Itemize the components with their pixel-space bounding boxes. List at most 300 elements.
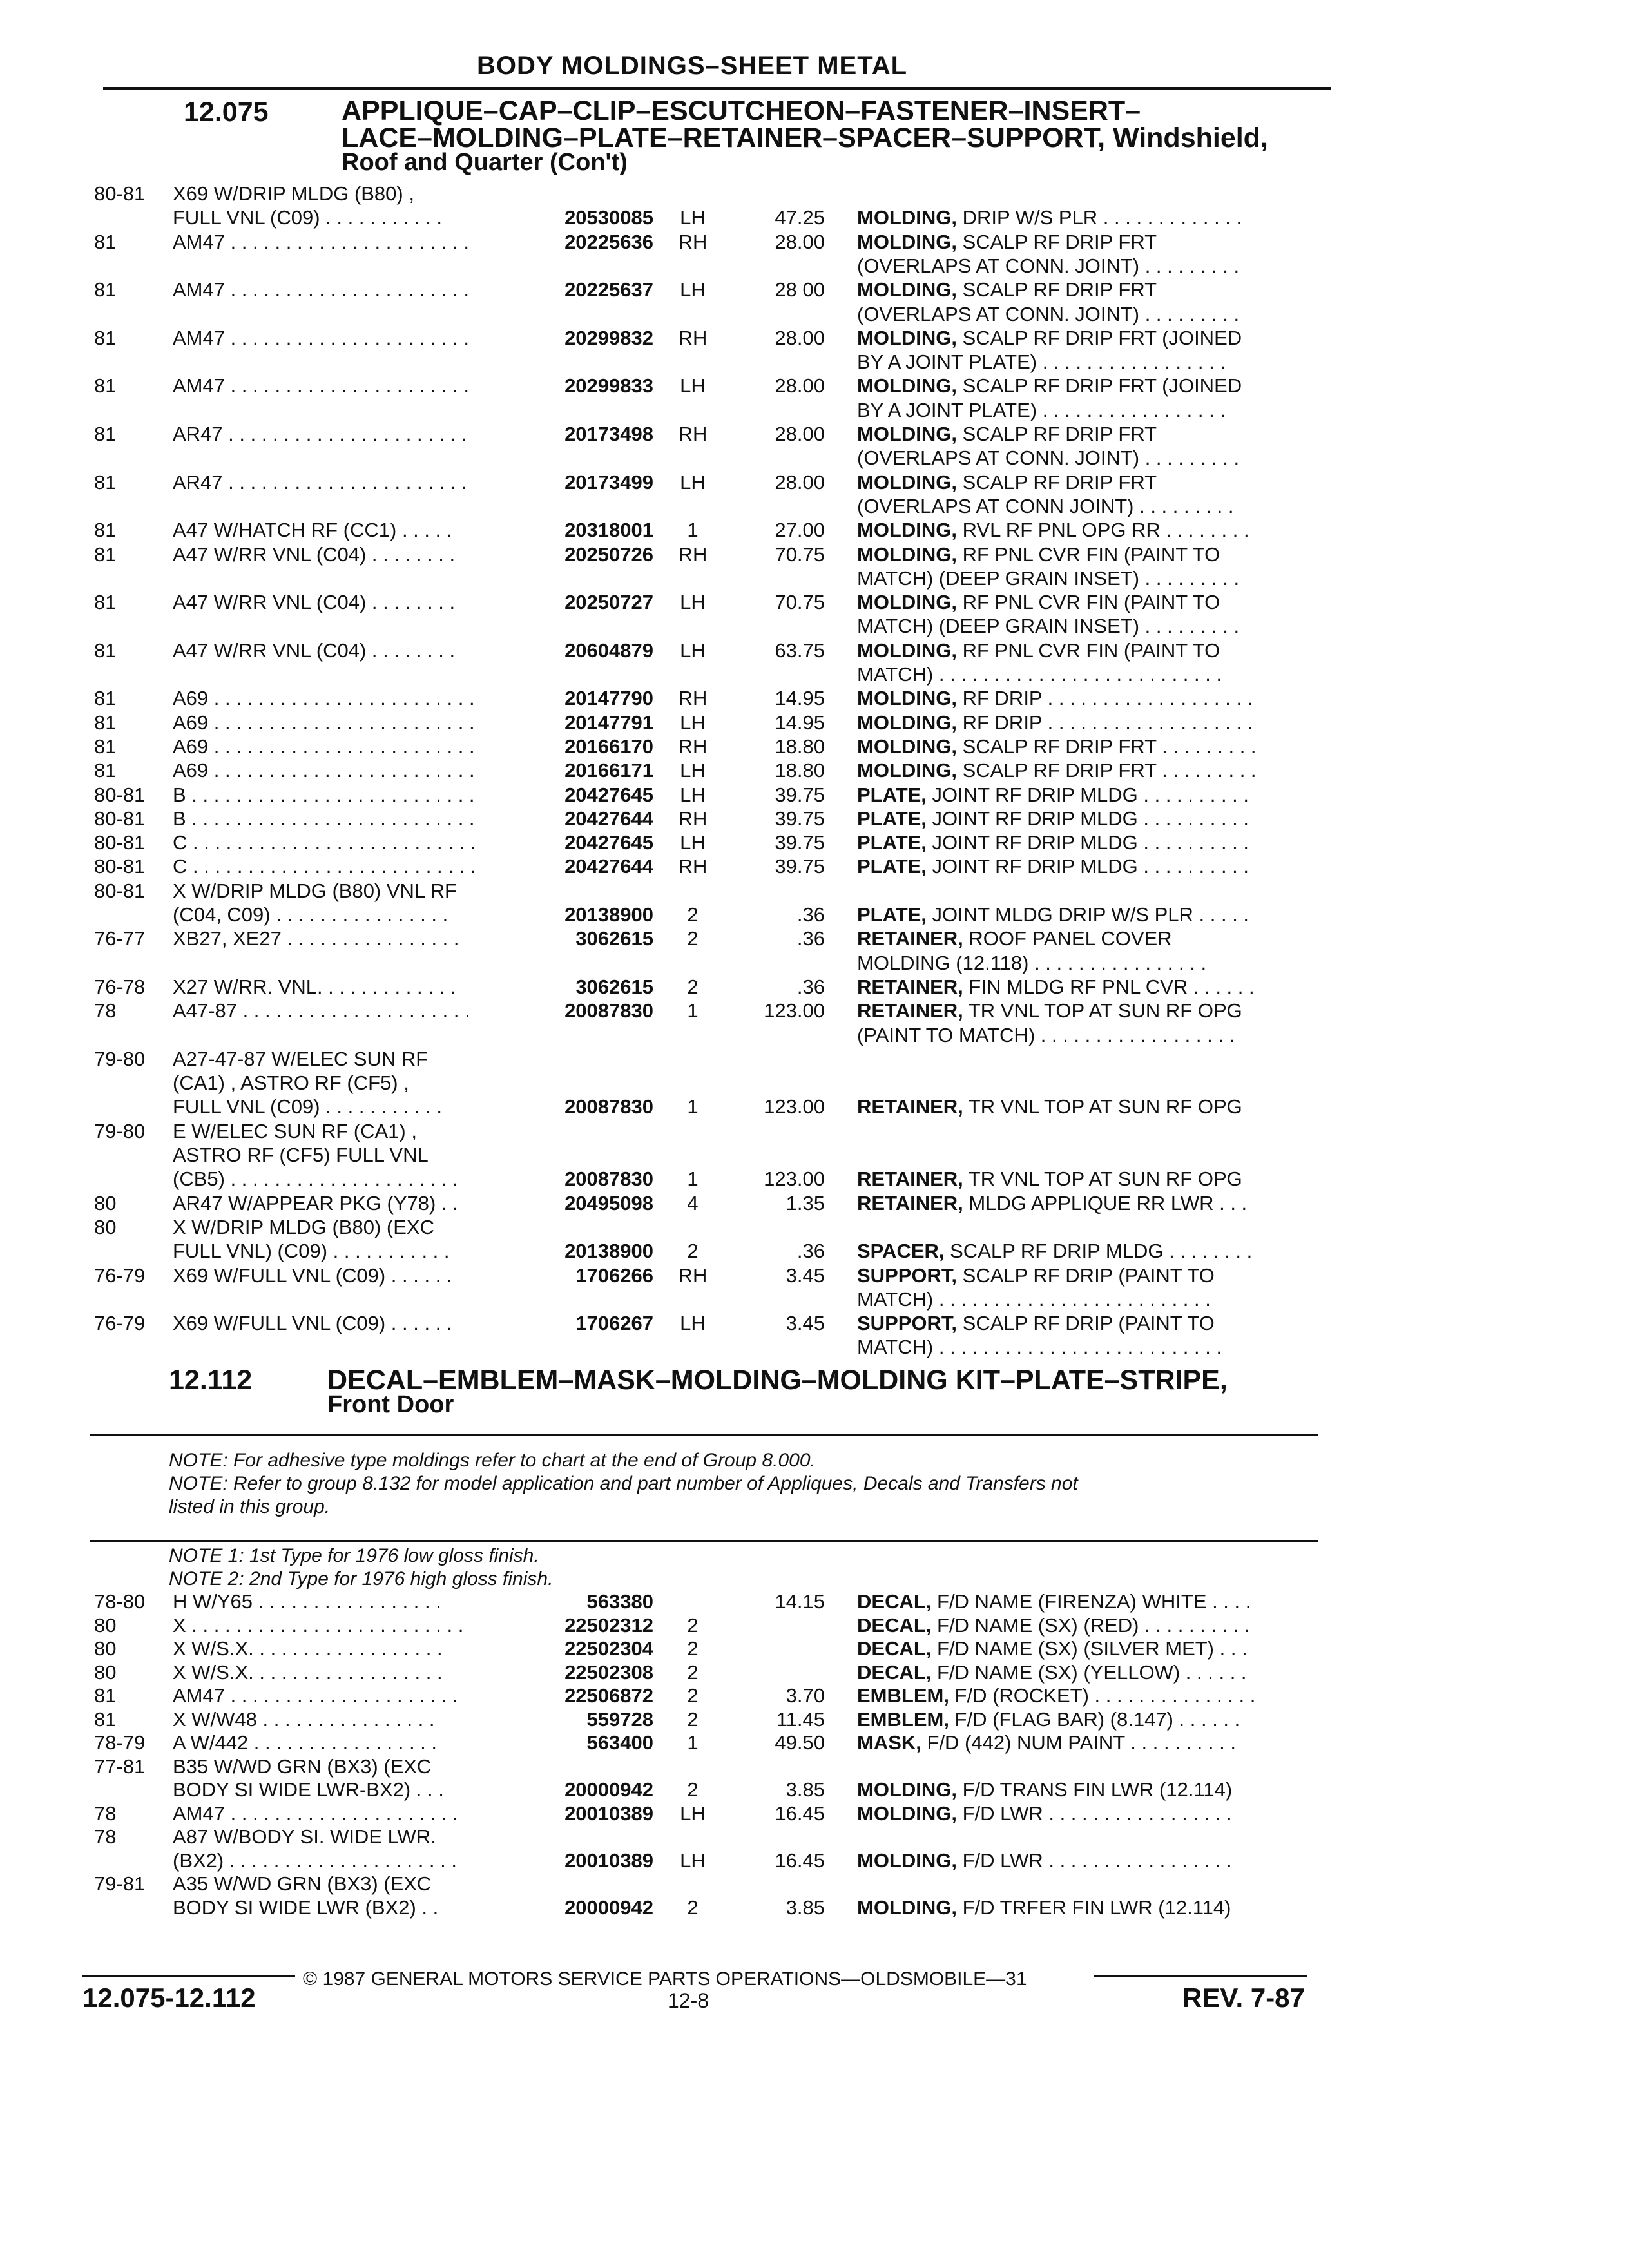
description-cell [857, 1590, 1251, 1613]
qty-cell: 2 [687, 903, 699, 926]
description-cell [857, 303, 1239, 326]
qty-cell: LH [680, 206, 706, 229]
description-text: MATCH) (DEEP GRAIN INSET) . . . . . . . . . [857, 615, 1240, 638]
description-cell [857, 687, 1253, 710]
description-text: F/D NAME (SX) (YELLOW) . . . . . . [931, 1660, 1247, 1684]
description-text: F/D TRFER FIN LWR (12.114) [957, 1896, 1231, 1919]
table-row [0, 1072, 1629, 1097]
description-cell [857, 399, 1226, 422]
description-cell [857, 615, 1239, 638]
part-name: MOLDING, [857, 206, 957, 229]
price-cell: 3.85 [786, 1778, 825, 1801]
description-text: RF PNL CVR FIN (PAINT TO [957, 591, 1220, 614]
description-text: F/D (ROCKET) . . . . . . . . . . . . . . . [949, 1684, 1256, 1707]
description-cell [857, 1661, 1247, 1684]
part-number-cell: 1706266 [575, 1264, 653, 1287]
part-number-cell: 20166170 [564, 735, 653, 758]
description-cell [857, 495, 1234, 518]
part-number-cell: 20250727 [564, 591, 653, 614]
year-cell: 79-81 [94, 1872, 146, 1895]
description-text: MOLDING (12.118) . . . . . . . . . . . . . . . . [857, 951, 1207, 974]
price-cell: .36 [796, 903, 825, 926]
model-cell: X69 W/DRIP MLDG (B80) , [173, 182, 414, 205]
table-row [0, 783, 1629, 809]
qty-cell: 2 [687, 1707, 699, 1731]
qty-cell: 2 [687, 1240, 699, 1263]
description-text: (OVERLAPS AT CONN. JOINT) . . . . . . . . . [857, 302, 1240, 325]
part-number-cell: 20318001 [564, 519, 653, 542]
part-name: RETAINER, [857, 975, 963, 998]
table-row [0, 1336, 1629, 1361]
table-row [0, 1288, 1629, 1314]
model-cell: AM47 . . . . . . . . . . . . . . . . . . . . . . [173, 230, 469, 253]
qty-cell: 4 [687, 1191, 699, 1215]
price-cell: 16.45 [775, 1849, 825, 1872]
qty-cell: RH [678, 543, 708, 566]
year-cell: 80-81 [94, 807, 146, 830]
description-cell [857, 1896, 1231, 1919]
part-number-cell: 559728 [586, 1707, 653, 1731]
description-cell [857, 591, 1220, 614]
part-name: MOLDING, [857, 711, 957, 734]
description-cell [857, 278, 1157, 302]
part-name: DECAL, [857, 1637, 932, 1660]
description-cell [857, 807, 1249, 831]
price-cell: 123.00 [764, 1095, 825, 1119]
qty-cell: 2 [687, 1637, 699, 1660]
qty-cell: LH [680, 759, 706, 782]
price-cell: 28 00 [775, 278, 825, 302]
year-cell: 81 [94, 759, 117, 782]
price-cell: 70.75 [775, 543, 825, 566]
part-name: MOLDING, [857, 1849, 957, 1872]
description-cell [857, 1168, 1242, 1191]
model-cell: AM47 . . . . . . . . . . . . . . . . . . . . . . [173, 374, 469, 398]
year-cell: 76-79 [94, 1264, 146, 1287]
footer-rule-left [82, 1975, 295, 1977]
year-cell: 78-79 [94, 1731, 146, 1754]
part-name: PLATE, [857, 855, 927, 878]
model-cell: X69 W/FULL VNL (C09) . . . . . . [173, 1312, 452, 1335]
year-cell: 80 [94, 1191, 117, 1215]
description-text: SCALP RF DRIP FRT [957, 230, 1157, 253]
description-text: RF PNL CVR FIN (PAINT TO [957, 639, 1220, 662]
table-row [0, 855, 1629, 881]
note-line: NOTE: For adhesive type moldings refer to chart at the end of Group 8.000. [169, 1450, 816, 1471]
description-text: JOINT RF DRIP MLDG . . . . . . . . . . [926, 831, 1249, 854]
model-cell: FULL VNL (C09) . . . . . . . . . . . [173, 1095, 443, 1119]
part-name: MOLDING, [857, 423, 957, 445]
price-cell: 14.95 [775, 687, 825, 710]
part-number-cell: 20225637 [564, 278, 653, 302]
note-line: NOTE: Refer to group 8.132 for model application and part number of Appliques, Decals and Transfers not [169, 1473, 1078, 1494]
description-text: SCALP RF DRIP FRT . . . . . . . . . [957, 759, 1257, 782]
description-text: JOINT RF DRIP MLDG . . . . . . . . . . [926, 855, 1249, 878]
model-cell: AM47 . . . . . . . . . . . . . . . . . . . . . [173, 1684, 458, 1707]
qty-cell: RH [678, 423, 708, 445]
table-row [0, 1614, 1629, 1640]
part-name: SUPPORT, [857, 1312, 958, 1335]
year-cell: 79-80 [94, 1047, 146, 1070]
part-name: MOLDING, [857, 639, 957, 662]
table-row [0, 327, 1629, 352]
qty-cell: 2 [687, 927, 699, 950]
part-number-cell: 20010389 [564, 1849, 653, 1872]
year-cell: 81 [94, 687, 117, 710]
price-cell: 28.00 [775, 470, 825, 494]
model-cell: AM47 . . . . . . . . . . . . . . . . . . . . . [173, 1802, 458, 1825]
qty-cell: 1 [687, 1095, 699, 1119]
description-text: MATCH) . . . . . . . . . . . . . . . . . . . . . . . . . . [857, 663, 1222, 686]
section-title-line-3: Roof and Quarter (Con't) [342, 149, 628, 176]
table-row [0, 567, 1629, 593]
part-number-cell: 20604879 [564, 639, 653, 662]
table-row [0, 615, 1629, 640]
qty-cell: 2 [687, 1896, 699, 1919]
part-name: MOLDING, [857, 759, 957, 782]
part-name: MOLDING, [857, 1778, 957, 1801]
description-text: SCALP RF DRIP (PAINT TO [957, 1312, 1215, 1335]
description-text: DRIP W/S PLR . . . . . . . . . . . . . [957, 206, 1242, 229]
part-number-cell: 563400 [586, 1731, 653, 1754]
description-cell [857, 1240, 1252, 1263]
model-cell: X27 W/RR. VNL. . . . . . . . . . . . . [173, 975, 456, 998]
year-cell: 80 [94, 1613, 117, 1637]
description-text: TR VNL TOP AT SUN RF OPG [963, 1168, 1242, 1191]
notes-rule [90, 1540, 1318, 1542]
part-name: RETAINER, [857, 927, 963, 950]
description-cell [857, 519, 1249, 542]
table-row [0, 879, 1629, 905]
description-cell [857, 1614, 1250, 1637]
part-name: SPACER, [857, 1240, 945, 1263]
qty-cell: 2 [687, 1684, 699, 1707]
page-header: BODY MOLDINGS–SHEET METAL [477, 52, 908, 80]
note-line: NOTE 1: 1st Type for 1976 low gloss finish. [169, 1545, 539, 1566]
part-name: RETAINER, [857, 1191, 963, 1215]
year-cell: 81 [94, 374, 117, 398]
model-cell: A W/442 . . . . . . . . . . . . . . . . . [173, 1731, 438, 1754]
description-text: RF DRIP . . . . . . . . . . . . . . . . . . . [957, 687, 1253, 710]
table-row [0, 1240, 1629, 1265]
description-cell [857, 1708, 1240, 1731]
part-number-cell: 20530085 [564, 206, 653, 229]
table-row [0, 399, 1629, 425]
part-number-cell: 20250726 [564, 543, 653, 566]
table-row [0, 231, 1629, 256]
part-name: MOLDING, [857, 374, 957, 398]
table-row [0, 999, 1629, 1025]
price-cell: 63.75 [775, 639, 825, 662]
part-number-cell: 20427645 [564, 831, 653, 854]
model-cell: X W/W48 . . . . . . . . . . . . . . . . [173, 1707, 435, 1731]
description-text: SCALP RF DRIP FRT [957, 470, 1157, 494]
description-text: SCALP RF DRIP FRT [957, 278, 1157, 302]
qty-cell: LH [680, 470, 706, 494]
description-text: SCALP RF DRIP FRT (JOINED [957, 326, 1242, 349]
description-text: JOINT RF DRIP MLDG . . . . . . . . . . [926, 807, 1249, 830]
model-cell: BODY SI WIDE LWR (BX2) . . [173, 1896, 439, 1919]
model-cell: A69 . . . . . . . . . . . . . . . . . . . . . . . . [173, 711, 475, 734]
model-cell: A47 W/RR VNL (C04) . . . . . . . . [173, 543, 456, 566]
model-cell: (C04, C09) . . . . . . . . . . . . . . . . [173, 903, 448, 926]
qty-cell: LH [680, 591, 706, 614]
description-cell [857, 1312, 1215, 1335]
model-cell: X W/S.X. . . . . . . . . . . . . . . . . . [173, 1637, 443, 1660]
year-cell: 81 [94, 423, 117, 445]
part-name: RETAINER, [857, 1168, 963, 1191]
price-cell: 39.75 [775, 783, 825, 806]
table-row [0, 1144, 1629, 1169]
description-cell [857, 952, 1206, 975]
part-number-cell: 22502308 [564, 1660, 653, 1684]
table-row [0, 975, 1629, 1001]
part-number-cell: 20299833 [564, 374, 653, 398]
description-cell [857, 1849, 1232, 1872]
model-cell: AM47 . . . . . . . . . . . . . . . . . . . . . . [173, 326, 469, 349]
year-cell: 78-80 [94, 1590, 146, 1613]
year-cell: 81 [94, 735, 117, 758]
model-cell: X W/S.X. . . . . . . . . . . . . . . . . . [173, 1660, 443, 1684]
qty-cell: RH [678, 326, 708, 349]
part-name: EMBLEM, [857, 1707, 949, 1731]
price-cell: 28.00 [775, 374, 825, 398]
model-cell: AR47 . . . . . . . . . . . . . . . . . . . . . . [173, 470, 467, 494]
qty-cell: RH [678, 687, 708, 710]
table-row [0, 1708, 1629, 1734]
year-cell: 80-81 [94, 855, 146, 878]
part-number-cell: 20138900 [564, 1240, 653, 1263]
table-row [0, 182, 1629, 208]
table-row [0, 1849, 1629, 1875]
qty-cell: LH [680, 831, 706, 854]
table-row [0, 952, 1629, 977]
part-name: MOLDING, [857, 543, 957, 566]
description-text: ROOF PANEL COVER [963, 927, 1172, 950]
year-cell: 76-78 [94, 975, 146, 998]
table-row [0, 735, 1629, 761]
description-text: SCALP RF DRIP MLDG . . . . . . . . [944, 1240, 1253, 1263]
table-row [0, 1755, 1629, 1781]
price-cell: 3.45 [786, 1264, 825, 1287]
table-row [0, 831, 1629, 857]
description-cell [857, 831, 1249, 854]
section-title-line-1: DECAL–EMBLEM–MASK–MOLDING–MOLDING KIT–PLATE–STRIPE, [327, 1365, 1228, 1396]
description-text: F/D NAME (FIRENZA) WHITE . . . . [931, 1590, 1251, 1613]
model-cell: A47 W/RR VNL (C04) . . . . . . . . [173, 639, 456, 662]
table-row [0, 447, 1629, 472]
table-row [0, 1802, 1629, 1828]
description-text: (PAINT TO MATCH) . . . . . . . . . . . . . . . . . . [857, 1023, 1235, 1046]
year-cell: 80 [94, 1215, 117, 1238]
part-number-cell: 20299832 [564, 326, 653, 349]
price-cell: 123.00 [764, 1168, 825, 1191]
description-text: RVL RF PNL OPG RR . . . . . . . . [957, 519, 1249, 542]
table-row [0, 519, 1629, 544]
year-cell: 78 [94, 1802, 117, 1825]
table-row [0, 1264, 1629, 1290]
part-name: MOLDING, [857, 687, 957, 710]
model-cell: C . . . . . . . . . . . . . . . . . . . . . . . . . . [173, 831, 476, 854]
price-cell: 16.45 [775, 1802, 825, 1825]
model-cell: C . . . . . . . . . . . . . . . . . . . . . . . . . . [173, 855, 476, 878]
table-row [0, 1731, 1629, 1757]
price-cell: 14.15 [775, 1590, 825, 1613]
part-number-cell: 20087830 [564, 1095, 653, 1119]
price-cell: 123.00 [764, 999, 825, 1023]
part-number-cell: 20087830 [564, 1168, 653, 1191]
description-cell [857, 1024, 1235, 1047]
description-text: JOINT RF DRIP MLDG . . . . . . . . . . [926, 783, 1249, 806]
description-cell [857, 1802, 1232, 1825]
description-cell [857, 1264, 1215, 1287]
model-cell: A47-87 . . . . . . . . . . . . . . . . . . . . . [173, 999, 470, 1023]
description-cell [857, 1637, 1248, 1660]
price-cell: 11.45 [776, 1707, 825, 1731]
description-cell [857, 855, 1249, 878]
description-text: F/D TRANS FIN LWR (12.114) [957, 1778, 1233, 1801]
price-cell: 39.75 [775, 831, 825, 854]
part-name: MOLDING, [857, 326, 957, 349]
price-cell: 3.45 [786, 1312, 825, 1335]
part-number-cell: 20173498 [564, 423, 653, 445]
section-number: 12.112 [169, 1365, 253, 1396]
model-cell: A69 . . . . . . . . . . . . . . . . . . . . . . . . [173, 759, 475, 782]
qty-cell: 1 [687, 1168, 699, 1191]
description-text: F/D (FLAG BAR) (8.147) . . . . . . [949, 1707, 1240, 1731]
description-text: BY A JOINT PLATE) . . . . . . . . . . . . . . . . . [857, 398, 1226, 421]
price-cell: 28.00 [775, 230, 825, 253]
year-cell: 81 [94, 519, 117, 542]
year-cell: 81 [94, 230, 117, 253]
part-name: MOLDING, [857, 735, 957, 758]
price-cell: 70.75 [775, 591, 825, 614]
model-cell: H W/Y65 . . . . . . . . . . . . . . . . . [173, 1590, 441, 1613]
description-cell [857, 927, 1172, 950]
part-number-cell: 563380 [586, 1590, 653, 1613]
table-row [0, 303, 1629, 329]
description-text: (OVERLAPS AT CONN JOINT) . . . . . . . . . [857, 494, 1234, 517]
table-row [0, 591, 1629, 617]
section-title-line-2: LACE–MOLDING–PLATE–RETAINER–SPACER–SUPPORT, Windshield, [342, 122, 1268, 153]
year-cell: 81 [94, 711, 117, 734]
model-cell: X W/DRIP MLDG (B80) (EXC [173, 1215, 434, 1238]
table-row [0, 471, 1629, 497]
description-text: JOINT MLDG DRIP W/S PLR . . . . . [926, 903, 1249, 926]
note-line: listed in this group. [169, 1496, 331, 1517]
model-cell: XB27, XE27 . . . . . . . . . . . . . . . . [173, 927, 459, 950]
year-cell: 78 [94, 1825, 117, 1848]
table-row [0, 1778, 1629, 1804]
table-row [0, 1048, 1629, 1073]
part-number-cell: 20138900 [564, 903, 653, 926]
year-cell: 81 [94, 278, 117, 302]
note-line: NOTE 2: 2nd Type for 1976 high gloss finish. [169, 1568, 554, 1590]
table-row [0, 1661, 1629, 1687]
year-cell: 80-81 [94, 182, 146, 205]
model-cell: (CB5) . . . . . . . . . . . . . . . . . . . . . [173, 1168, 458, 1191]
part-number-cell: 20427644 [564, 807, 653, 830]
part-number-cell: 20147790 [564, 687, 653, 710]
price-cell: 18.80 [775, 735, 825, 758]
model-cell: FULL VNL) (C09) . . . . . . . . . . . [173, 1240, 450, 1263]
price-cell: 27.00 [775, 519, 825, 542]
description-text: F/D NAME (SX) (RED) . . . . . . . . . . [931, 1613, 1250, 1637]
part-number-cell: 20087830 [564, 999, 653, 1023]
qty-cell: LH [680, 639, 706, 662]
description-text: F/D LWR . . . . . . . . . . . . . . . . . [957, 1802, 1232, 1825]
year-cell: 81 [94, 326, 117, 349]
part-number-cell: 3062615 [575, 927, 653, 950]
description-text: MATCH) (DEEP GRAIN INSET) . . . . . . . . . [857, 566, 1240, 590]
table-row [0, 1637, 1629, 1663]
table-row [0, 807, 1629, 833]
qty-cell: 2 [687, 975, 699, 998]
footer-rule-right [1094, 1975, 1307, 1977]
qty-cell: 2 [687, 1660, 699, 1684]
part-name: MOLDING, [857, 1896, 957, 1919]
description-cell [857, 447, 1239, 470]
description-text: MATCH) . . . . . . . . . . . . . . . . . . . . . . . . . . [857, 1336, 1222, 1359]
table-row [0, 543, 1629, 569]
description-text: FIN MLDG RF PNL CVR . . . . . . [963, 975, 1255, 998]
table-row [0, 255, 1629, 280]
year-cell: 76-77 [94, 927, 146, 950]
table-row [0, 1872, 1629, 1898]
year-cell: 81 [94, 543, 117, 566]
table-row [0, 711, 1629, 737]
table-row [0, 663, 1629, 689]
description-text: SCALP RF DRIP FRT (JOINED [957, 374, 1242, 398]
copyright-text: © 1987 GENERAL MOTORS SERVICE PARTS OPERATIONS—OLDSMOBILE—31 [303, 1968, 1027, 1990]
qty-cell: LH [680, 711, 706, 734]
part-number-cell: 22502304 [564, 1637, 653, 1660]
description-cell [857, 1095, 1242, 1119]
part-name: MOLDING, [857, 470, 957, 494]
price-cell: 39.75 [775, 807, 825, 830]
price-cell: 49.50 [775, 1731, 825, 1754]
description-text: (OVERLAPS AT CONN. JOINT) . . . . . . . . . [857, 447, 1240, 470]
table-row [0, 1896, 1629, 1922]
description-cell [857, 1731, 1236, 1754]
table-row [0, 423, 1629, 448]
price-cell: 28.00 [775, 326, 825, 349]
price-cell: 3.85 [786, 1896, 825, 1919]
model-cell: AR47 . . . . . . . . . . . . . . . . . . . . . . [173, 423, 467, 445]
table-row [0, 1095, 1629, 1121]
description-cell [857, 255, 1239, 278]
description-cell [857, 423, 1157, 446]
part-name: PLATE, [857, 831, 927, 854]
part-name: MOLDING, [857, 519, 957, 542]
model-cell: AR47 W/APPEAR PKG (Y78) . . [173, 1191, 458, 1215]
model-cell: (BX2) . . . . . . . . . . . . . . . . . . . . . [173, 1849, 457, 1872]
model-cell: A47 W/HATCH RF (CC1) . . . . . [173, 519, 452, 542]
description-text: MLDG APPLIQUE RR LWR . . . [963, 1191, 1248, 1215]
year-cell: 77-81 [94, 1754, 146, 1778]
part-name: RETAINER, [857, 1095, 963, 1119]
part-name: PLATE, [857, 903, 927, 926]
part-number-cell: 20000942 [564, 1896, 653, 1919]
section-title-line-2: Front Door [327, 1391, 454, 1418]
price-cell: 28.00 [775, 423, 825, 445]
model-cell: X69 W/FULL VNL (C09) . . . . . . [173, 1264, 452, 1287]
qty-cell: 1 [687, 519, 699, 542]
price-cell: 14.95 [775, 711, 825, 734]
table-row [0, 495, 1629, 521]
qty-cell: RH [678, 855, 708, 878]
description-cell [857, 1336, 1222, 1359]
